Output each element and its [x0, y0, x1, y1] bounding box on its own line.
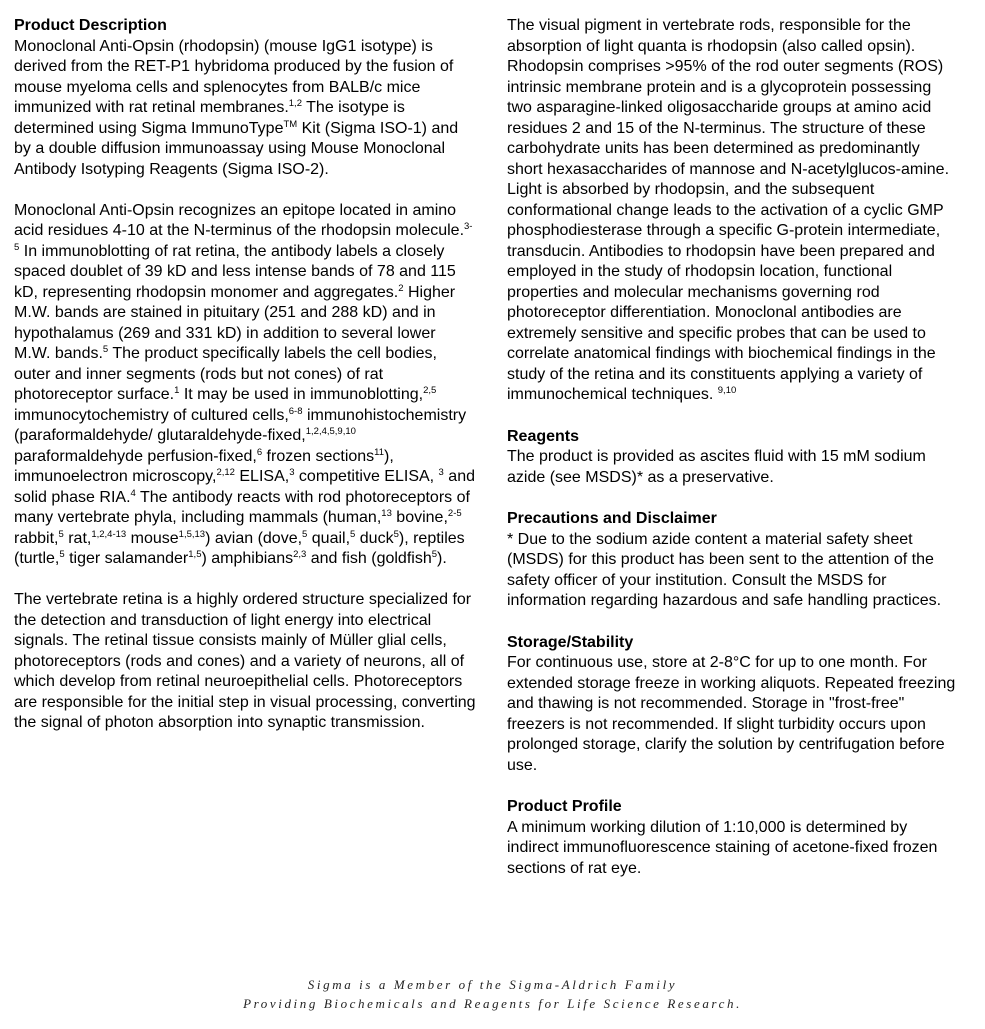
reference-superscript: 2-5 — [447, 508, 462, 519]
product-profile-text: A minimum working dilution of 1:10,000 is determined by indirect immunofluorescence staining of acetone-fixed frozen sections of rat eye. — [507, 818, 938, 877]
reagents-section — [507, 427, 957, 489]
product-description-heading: Product Description — [14, 17, 167, 34]
reference-superscript: 9,10 — [717, 385, 737, 396]
reference-superscript: 5 — [350, 528, 356, 540]
reference-superscript: 3-5 — [14, 221, 473, 253]
footer-line-2: Providing Biochemicals and Reagents for Life Science Research. — [243, 996, 742, 1011]
reference-superscript: TM — [283, 118, 298, 130]
reference-superscript: 1,2 — [288, 98, 302, 109]
precautions-heading: Precautions and Disclaimer — [507, 510, 717, 527]
reagents-heading: Reagents — [507, 427, 580, 445]
storage-heading: Storage/Stability — [507, 633, 634, 651]
reference-superscript: 5 — [102, 344, 109, 355]
reference-superscript: 4 — [130, 487, 136, 499]
reagents-text: The product is provided as ascites fluid with 15 mM sodium azide (see MSDS)* as a preservative. — [507, 448, 926, 486]
reference-superscript: 1,5,13 — [178, 528, 206, 540]
reference-superscript: 1,2,4,5,9,10 — [305, 426, 356, 437]
reference-superscript: 5 — [59, 549, 65, 560]
reference-superscript: 1 — [174, 385, 180, 396]
right-column — [507, 16, 957, 879]
reference-superscript: 11 — [374, 446, 385, 458]
reference-superscript: 2,5 — [423, 385, 437, 396]
product-description-paragraph: Monoclonal Anti-Opsin (rhodopsin) (mouse IgG1 isotype) is derived from the RET-P1 hybridoma produced by the fusion of mouse myeloma cells and splenocytes from BALB/c mice immunized with rat retinal membranes.$^{1,2}$ The isotype is determined using Sigma ImmunoType™ Kit (Sigma ISO-1) and by a double diffusion immunoassay using Mouse Monoclonal Antibody Isotyping Reagents (Sigma ISO-2). — [14, 37, 459, 178]
product-profile-heading: Product Profile — [507, 798, 622, 815]
reference-superscript: 13 — [381, 508, 392, 519]
footer — [0, 975, 985, 1013]
product-profile-section — [507, 797, 957, 879]
reference-superscript: 1,5 — [188, 549, 202, 560]
reference-superscript: 3 — [438, 467, 444, 478]
reference-superscript: 5 — [302, 528, 308, 540]
reference-superscript: 6 — [256, 446, 263, 458]
precautions-text: * Due to the sodium azide content a material safety sheet (MSDS) for this product has been sent to the attention of the safety officer of your institution. Consult the MSDS for information regarding hazardous and safe handling practices. — [507, 530, 942, 609]
storage-text: For continuous use, store at 2-8°C for up to one month. For extended storage freeze in working aliquots. Repeated freezing and thawing is not recommended. Storage in "frost-free" freezers is not recommended. If slight turbidity occurs upon prolonged storage, clarify the solution by centrifugation before use. — [507, 654, 956, 774]
footer-line-1: Sigma is a Member of the Sigma-Aldrich Family — [307, 977, 678, 992]
reference-superscript: 3 — [289, 467, 295, 478]
storage-section — [507, 633, 957, 777]
reference-superscript: 2 — [398, 282, 404, 294]
reference-superscript: 1,2,4-13 — [91, 528, 127, 540]
reference-superscript: 5 — [393, 528, 399, 540]
reference-superscript: 5 — [58, 528, 64, 540]
rhodopsin-paragraph: The visual pigment in vertebrate rods, responsible for the absorption of light quanta is rhodopsin (also called opsin). Rhodopsin comprises >95% of the rod outer segments (ROS) intrinsic membrane protein and is a glycoprotein possessing two asparagine-linked oligosaccharide groups at amino acid residues 2 and 15 of the N-terminus. The structure of these carbohydrate units has been determined as predominantly short hexasaccharides of mannose and N-acetylglucos-amine. Light is absorbed by rhodopsin, and the subsequent conformational change leads to the activation of a cyclic GMP phosphodiesterase through a specific G-protein intermediate, transducin. Antibodies to rhodopsin have been prepared and employed in the study of rhodopsin location, functional properties and molecular mechanisms governing rod photoreceptor differentiation. Monoclonal antibodies are extremely sensitive and specific probes that can be used to correlate anatomical findings with biochemical findings in the study of the retina and its constituents applying a variety of immunochemical techniques. $^{9,10}$ — [507, 17, 950, 403]
specificity-paragraph: Monoclonal Anti-Opsin recognizes an epitope located in amino acid residues 4-10 at the N-terminus of the rhodopsin molecule.$^{3-5}$ In immunoblotting of rat retina, the antibody labels a closely spaced doublet of 39 kD and less intense bands of 78 and 115 kD, representing rhodopsin monomer and aggregates.$^2$ Higher M.W. bands are stained in pituitary (251 and 288 kD) and in hypothalamus (269 and 331 kD) in addition to several lower M.W. bands.$^5$ The product specifically labels the cell bodies, outer and inner segments (rods but not cones) of rat photoreceptor surface.$^1$ It may be used in immunoblotting,$^{2,5}$ immunocytochemistry of cultured cells,$^{6-8}$ immunohistochemistry (paraformaldehyde/ glutaraldehyde-fixed,$^{1,2,4,5,9,10}$ paraformaldehyde perfusion-fixed,$^6$ frozen sections$^{11}$), immunoelectron microscopy,$^{2,12}$ ELISA,$^3$ competitive ELISA, $^3$ and solid phase RIA.$^4$ The antibody reacts with rod photoreceptors of many vertebrate phyla, including mammals (human,$^{13}$ bovine,$^{2-5}$ rabbit,$^5$ rat,$^{1,2,4-13}$ mouse$^{1,5,13}$) avian (dove,$^5$ quail,$^5$ duck$^5$), reptiles (turtle,$^5$ tiger salamander$^{1,5}$) amphibians$^{2,3}$ and fish (goldfish$^5$). — [14, 201, 475, 567]
reference-superscript: 5 — [431, 549, 438, 560]
reference-superscript: 2,3 — [293, 549, 307, 560]
left-column — [14, 16, 476, 734]
precautions-section — [507, 509, 957, 612]
retina-paragraph: The vertebrate retina is a highly ordered structure specialized for the detection and transduction of light energy into electrical signals. The retinal tissue consists mainly of Müller glial cells, photoreceptors (rods and cones) and a variety of neurons, all of which develop from retinal neuroepithelial cells. Photoreceptors are responsible for the initial step in visual processing, converting the signal of photon absorption into synaptic transmission. — [14, 591, 476, 731]
reference-superscript: 2,12 — [216, 467, 235, 478]
reference-superscript: 6-8 — [288, 405, 303, 417]
